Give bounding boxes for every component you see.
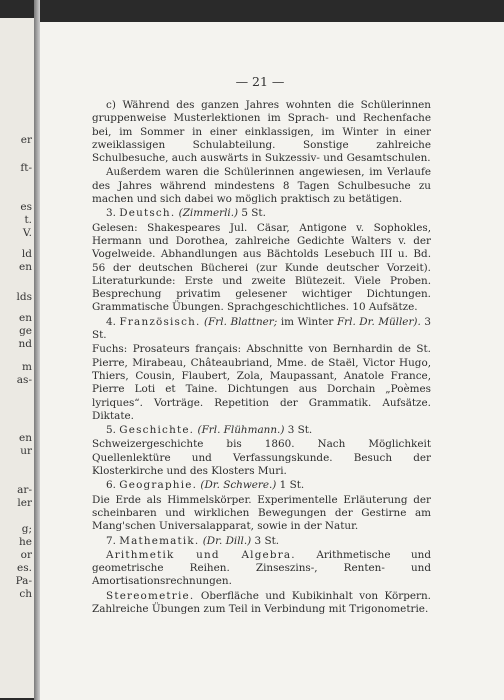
section-hours: 1 St. — [279, 479, 305, 492]
section-heading-mathematik — [92, 535, 431, 548]
section-teacher: (Frl. Blattner; — [204, 315, 278, 328]
section-subject: Geographie. — [119, 479, 198, 492]
paragraph: Fuchs: Prosateurs français: Abschnitte von Bernhardin de St. Pierre, Mirabeau, Châteaubriand, Mme. de Staël, Victor Hugo, Thiers, Cousin, Flaubert, Zola, Maupassant, Anatole France, Pierre Loti et Taine. Dichtungen aus Dorchain „Poèmes lyriques“. Vorträge. Repetition der Grammatik. Aufsätze. Diktate. — [92, 343, 431, 422]
prev-page-fragment: ar- — [17, 484, 32, 496]
paragraph: Außerdem waren die Schülerinnen angewiesen, im Verlaufe des Jahres während mindestens 8 Tagen Schulbesuche zu machen und sich dabei wo möglich praktisch zu betätigen. — [92, 166, 431, 206]
section-teacher: (Dr. Schwere.) — [200, 479, 277, 492]
subtopic-lead: Arithmetik und Algebra. — [106, 548, 296, 561]
section-hours: 5 St. — [241, 207, 266, 220]
prev-page-fragment: g; — [21, 523, 32, 535]
section-subject: Deutsch. — [119, 207, 176, 220]
paragraph: Schweizergeschichte bis 1860. Nach Möglichkeit Quellenlektüre und Verfassungskunde. Besuch der Klosterkirche und des Klosters Muri. — [92, 438, 431, 478]
prev-page-fragment: nd — [18, 338, 32, 350]
section-heading-franzoesisch — [92, 316, 431, 343]
section-teacher: (Frl. Flühmann.) — [197, 424, 285, 437]
page-content — [92, 99, 431, 616]
book-page — [40, 22, 504, 700]
prev-page-fragment: Pa- — [15, 575, 32, 587]
section-hours: 3 St. — [287, 424, 313, 437]
section-number: 3. — [106, 207, 116, 220]
paragraph: Gelesen: Shakespeares Jul. Cäsar, Antigone v. Sophokles, Hermann und Dorothea, zahlreiche Gedichte Walters v. der Vogelweide. Abhandlungen aus Bächtolds Lesebuch III u. Bd. 56 der deutschen Bücherei (zur Kunde deutscher Vorzeit). Literaturkunde: Erste und zweite Blütezeit. Viele Proben. Besprechung privatim gelesener wichtiger Dichtungen. Grammatische Übungen. Sprachgeschichtliches. 10 Aufsätze. — [92, 221, 431, 314]
subtopic-text: Arithmetische und geometrische Reihen. Zinseszins-, Renten- und Amortisationsrechnungen. — [92, 548, 431, 588]
prev-page-fragment: he — [19, 536, 32, 548]
section-subject: Geschichte. — [119, 424, 195, 437]
prev-page-fragment: t. — [24, 214, 32, 226]
prev-page-fragment: es — [20, 201, 32, 213]
subtopic-text: Oberfläche und Kubikinhalt von Körpern. Zahlreiche Übungen zum Teil in Verbindung mit Trigonometrie. — [92, 589, 431, 615]
prev-page-fragment: lds — [16, 291, 32, 303]
section-number: 7. — [106, 534, 116, 547]
section-teacher: (Zimmerli.) — [178, 207, 239, 220]
paragraph — [92, 549, 431, 589]
prev-page-fragment: ler — [17, 497, 32, 509]
section-subject: Mathematik. — [119, 534, 200, 547]
prev-page-fragment: es. — [17, 562, 32, 574]
prev-page-fragment: ft- — [20, 162, 32, 174]
section-teacher-winter: Frl. Dr. Müller). — [336, 315, 421, 328]
section-teacher: (Dr. Dill.) — [202, 534, 252, 547]
prev-page-fragment: ld — [21, 248, 32, 260]
paragraph: Die Erde als Himmelskörper. Experimentelle Erläuterung der scheinbaren und wirklichen Bewegungen der Gestirne am Mang'schen Universalapparat, sowie in der Natur. — [92, 493, 431, 533]
section-heading-geschichte — [92, 424, 431, 437]
section-heading-geographie — [92, 479, 431, 492]
prev-page-fragment: ur — [20, 445, 32, 457]
section-hours: 3 St. — [254, 534, 280, 547]
prev-page-fragment: ch — [19, 588, 32, 600]
previous-page-edge — [0, 18, 34, 698]
prev-page-fragment: ge — [19, 325, 32, 337]
section-number: 4. — [106, 315, 116, 328]
section-number: 5. — [106, 424, 116, 437]
section-note: im Winter — [280, 315, 334, 328]
section-subject: Französisch. — [119, 315, 201, 328]
section-number: 6. — [106, 479, 116, 492]
prev-page-fragment: en — [19, 261, 32, 273]
prev-page-fragment: or — [20, 549, 32, 561]
prev-page-fragment: as- — [16, 374, 32, 386]
prev-page-fragment: V. — [22, 227, 32, 239]
section-heading-deutsch — [92, 207, 431, 220]
prev-page-fragment: en — [19, 432, 32, 444]
section-hours: 3 St. — [92, 315, 431, 342]
prev-page-fragment: er — [20, 134, 32, 146]
prev-page-fragment: m — [22, 361, 32, 373]
paragraph — [92, 590, 431, 617]
prev-page-fragment: en — [19, 312, 32, 324]
page-number: — 21 — — [235, 74, 285, 89]
subtopic-lead: Stereometrie. — [106, 589, 195, 602]
paragraph: c) Während des ganzen Jahres wohnten die Schülerinnen gruppenweise Musterlektionen im Sprach- und Rechenfache bei, im Sommer in einer einklassigen, im Winter in einer zweiklassigen Schulabteilung. Sonstige zahlreiche Schulbesuche, auch auswärts in Sukzessiv- und Gesamtschulen. — [92, 99, 431, 165]
